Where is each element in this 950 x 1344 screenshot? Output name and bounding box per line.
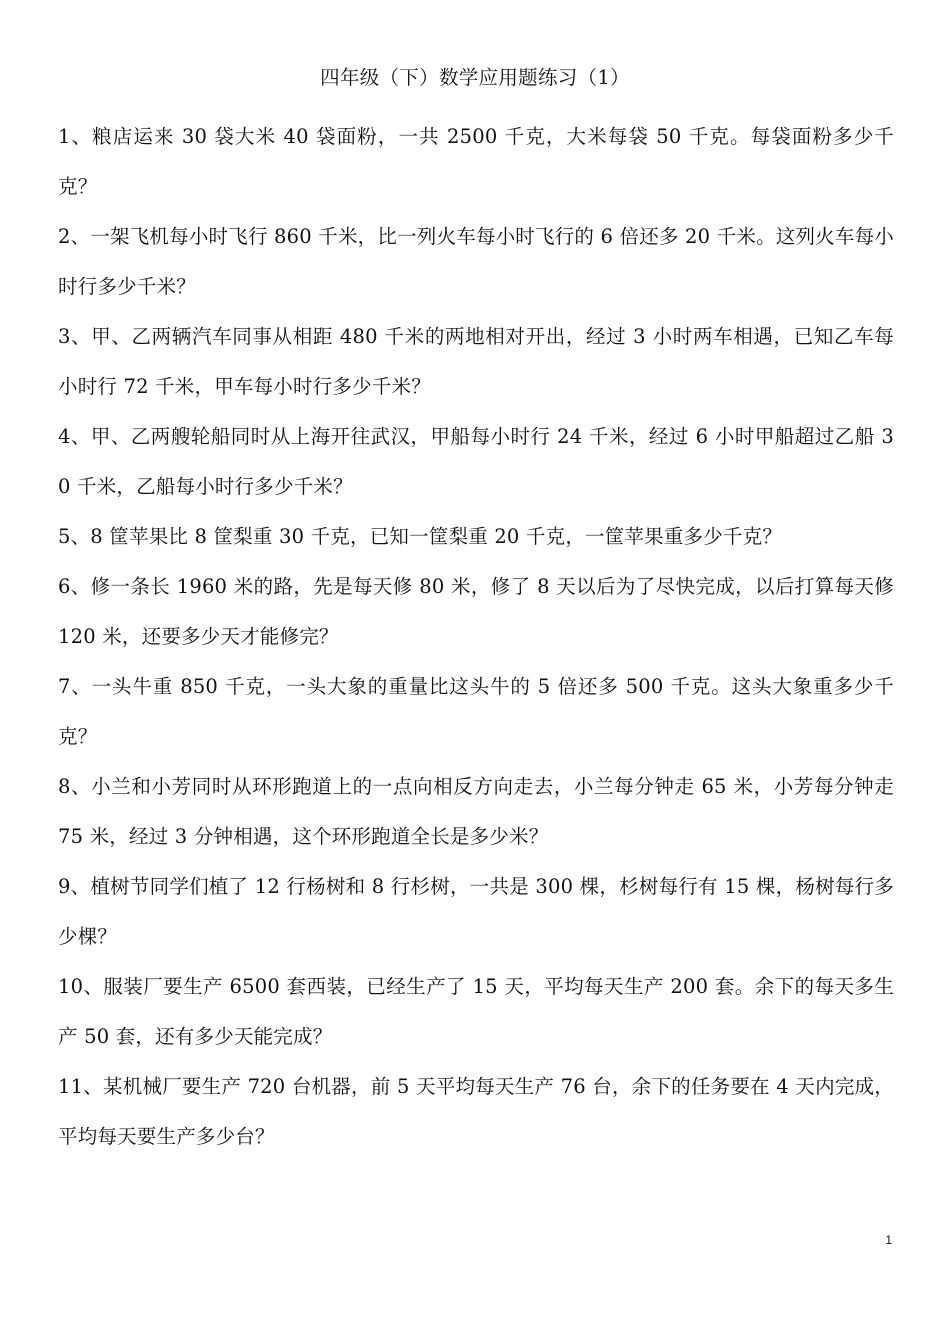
page-title: 四年级（下）数学应用题练习（1） — [320, 66, 630, 89]
question-11: 11、某机械厂要生产 720 台机器，前 5 天平均每天生产 76 台，余下的任务要在 4 天内完成，平均每天要生产多少台？ — [58, 1075, 894, 1148]
question-5: 5、8 筐苹果比 8 筐梨重 30 千克，已知一筐梨重 20 千克，一筐苹果重多少千克？ — [58, 525, 783, 548]
question-4: 4、甲、乙两艘轮船同时从上海开往武汉，甲船每小时行 24 千米，经过 6 小时甲船超过乙船 30 千米，乙船每小时行多少千米？ — [58, 425, 894, 498]
question-8: 8、小兰和小芳同时从环形跑道上的一点向相反方向走去，小兰每分钟走 65 米，小芳每分钟走 75 米，经过 3 分钟相遇，这个环形跑道全长是多少米？ — [58, 775, 894, 848]
question-7: 7、一头牛重 850 千克，一头大象的重量比这头牛的 5 倍还多 500 千克。这头大象重多少千克？ — [58, 675, 894, 748]
question-list — [58, 112, 894, 1162]
page-number: 1 — [885, 1233, 892, 1247]
question-9: 9、植树节同学们植了 12 行杨树和 8 行杉树，一共是 300 棵，杉树每行有 15 棵，杨树每行多少棵？ — [58, 875, 894, 948]
question-2: 2、一架飞机每小时飞行 860 千米，比一列火车每小时飞行的 6 倍还多 20 千米。这列火车每小时行多少千米？ — [58, 225, 894, 298]
question-3: 3、甲、乙两辆汽车同事从相距 480 千米的两地相对开出，经过 3 小时两车相遇，已知乙车每小时行 72 千米，甲车每小时行多少千米？ — [58, 325, 894, 398]
question-6: 6、修一条长 1960 米的路，先是每天修 80 米，修了 8 天以后为了尽快完成，以后打算每天修 120 米，还要多少天才能修完？ — [58, 575, 894, 648]
question-10: 10、服装厂要生产 6500 套西装，已经生产了 15 天，平均每天生产 200 套。余下的每天多生产 50 套，还有多少天能完成？ — [58, 975, 894, 1048]
question-1: 1、粮店运来 30 袋大米 40 袋面粉，一共 2500 千克，大米每袋 50 千克。每袋面粉多少千克？ — [58, 125, 894, 198]
